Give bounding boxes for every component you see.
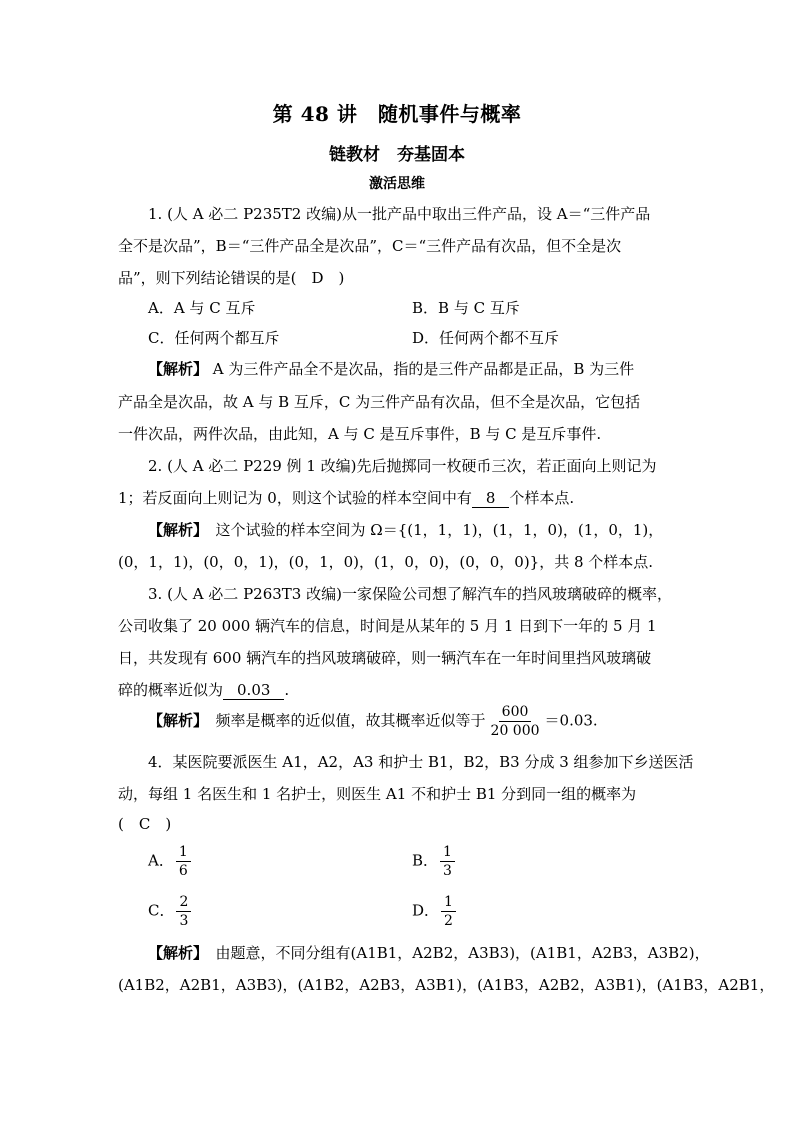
q3-line-4-text: 碎的概率近似为 [118,681,224,699]
q1-line-3: 品”，则下列结论错误的是( D ) [118,269,345,287]
q4-option-a-label: A． [148,851,174,870]
q2-analysis-line-2: (0，1，1)，(0，0，1)，(0，1，0)，(1，0，0)，(0，0，0)}，共 8 个样本点. [118,553,654,571]
q3-line-3: 日，共发现有 600 辆汽车的挡风玻璃破碎，则一辆汽车在一年时间里挡风玻璃破 [118,649,652,667]
page-title: 第 48 讲 随机事件与概率 [272,102,522,126]
q4-option-d-label: D． [412,901,440,920]
q1-analysis-line-2: 产品全是次品，故 A 与 B 互斥，C 为三件产品有次品，但不全是次品，它包括 [118,393,641,411]
q1-analysis-line-3: 一件次品，两件次品，由此知，A 与 C 是互斥事件，B 与 C 是互斥事件. [118,425,602,443]
analysis-tag: 【解析】 [148,711,201,730]
q1-analysis-text-1: A 为三件产品全不是次品，指的是三件产品都是正品，B 为三件 [208,360,635,378]
fraction-numerator: 2 [176,893,191,912]
q2-line-2 [118,488,678,508]
q4-option-a [148,843,193,880]
q1-option-b: B．B 与 C 互斥 [412,299,520,317]
q2-line-2-text: 1；若反面向上则记为 0，则这个试验的样本空间中有 [118,489,472,507]
q4-analysis-line-2: (A1B2，A2B1，A3B3)，(A1B2，A2B3，A3B1)，(A1B3，A2B2，A3B1)，(A1B3，A2B1， [118,976,775,994]
q4-line-2: 动，每组 1 名医生和 1 名护士，则医生 A1 不和护士 B1 分到同一组的概率为 [118,785,637,803]
fraction-denominator: 20 000 [490,723,540,739]
fraction-denominator: 3 [443,863,452,879]
q3-line-4 [118,680,678,700]
analysis-tag: 【解析】 [148,521,201,539]
q3-line-4-tail: . [284,681,290,699]
page-subtitle: 链教材 夯基固本 [329,145,465,165]
q2-analysis-text-1: 这个试验的样本空间为 Ω＝{(1，1，1)，(1，1，0)，(1，0，1)， [200,521,664,539]
q3-analysis-line-1 [148,703,708,740]
q1-option-d: D．任何两个都不互斥 [412,329,560,347]
fraction-numerator: 600 [499,703,532,722]
q4-analysis-text-1: 由题意，不同分组有(A1B1，A2B2，A3B3)，(A1B1，A2B3，A3B2)， [200,944,710,962]
section-heading: 激活思维 [369,176,425,192]
q3-answer-blank: 0.03 [223,681,284,700]
q4-option-b [412,843,457,880]
q4-option-c [148,893,193,930]
q2-line-1: 2. (人 A 必二 P229 例 1 改编)先后抛掷同一枚硬币三次，若正面向上则记为 [148,457,657,475]
q2-answer-blank: 8 [472,489,510,508]
fraction-denominator: 2 [444,913,453,929]
q1-line-1: 1. (人 A 必二 P235T2 改编)从一批产品中取出三件产品，设 A＝“三件产品 [148,205,651,223]
fraction-denominator: 6 [178,863,188,879]
fraction-denominator: 3 [179,913,189,929]
q2-analysis-line-1 [148,520,708,540]
analysis-tag: 【解析】 [148,944,201,962]
q3-analysis-text-1: 频率是概率的近似值，故其概率近似等于 [200,711,486,730]
q4-option-d-fraction [441,893,456,930]
q4-option-d [412,893,458,930]
q4-option-c-label: C． [148,901,175,920]
q1-option-c: C．任何两个都互斥 [148,329,280,347]
q4-option-b-fraction [440,843,455,880]
q4-option-c-fraction [176,893,191,930]
q3-analysis-result: ＝0.03. [544,711,598,730]
q3-fraction [488,703,543,740]
q1-option-a: A．A 与 C 互斥 [148,299,256,317]
fraction-numerator: 1 [440,843,455,862]
fraction-numerator: 1 [441,893,456,912]
q1-analysis-line-1 [148,359,708,379]
q3-line-1: 3. (人 A 必二 P263T3 改编)一家保险公司想了解汽车的挡风玻璃破碎的概率， [148,585,672,603]
q4-line-1: 4．某医院要派医生 A1，A2，A3 和护士 B1，B2，B3 分成 3 组参加下乡送医活 [148,753,694,771]
q4-analysis-line-1 [148,943,708,963]
q4-option-b-label: B． [412,851,439,870]
analysis-tag: 【解析】 [148,360,209,378]
q3-line-2: 公司收集了 20 000 辆汽车的信息，时间是从某年的 5 月 1 日到下一年的 5 月 1 [118,617,657,635]
fraction-numerator: 1 [176,843,191,862]
q1-line-2: 全不是次品”，B＝“三件产品全是次品”，C＝“三件产品有次品，但不全是次 [118,237,622,255]
q2-line-2-tail: 个样本点. [509,489,575,507]
q4-option-a-fraction [176,843,191,880]
q4-line-3: ( C ) [118,815,172,833]
